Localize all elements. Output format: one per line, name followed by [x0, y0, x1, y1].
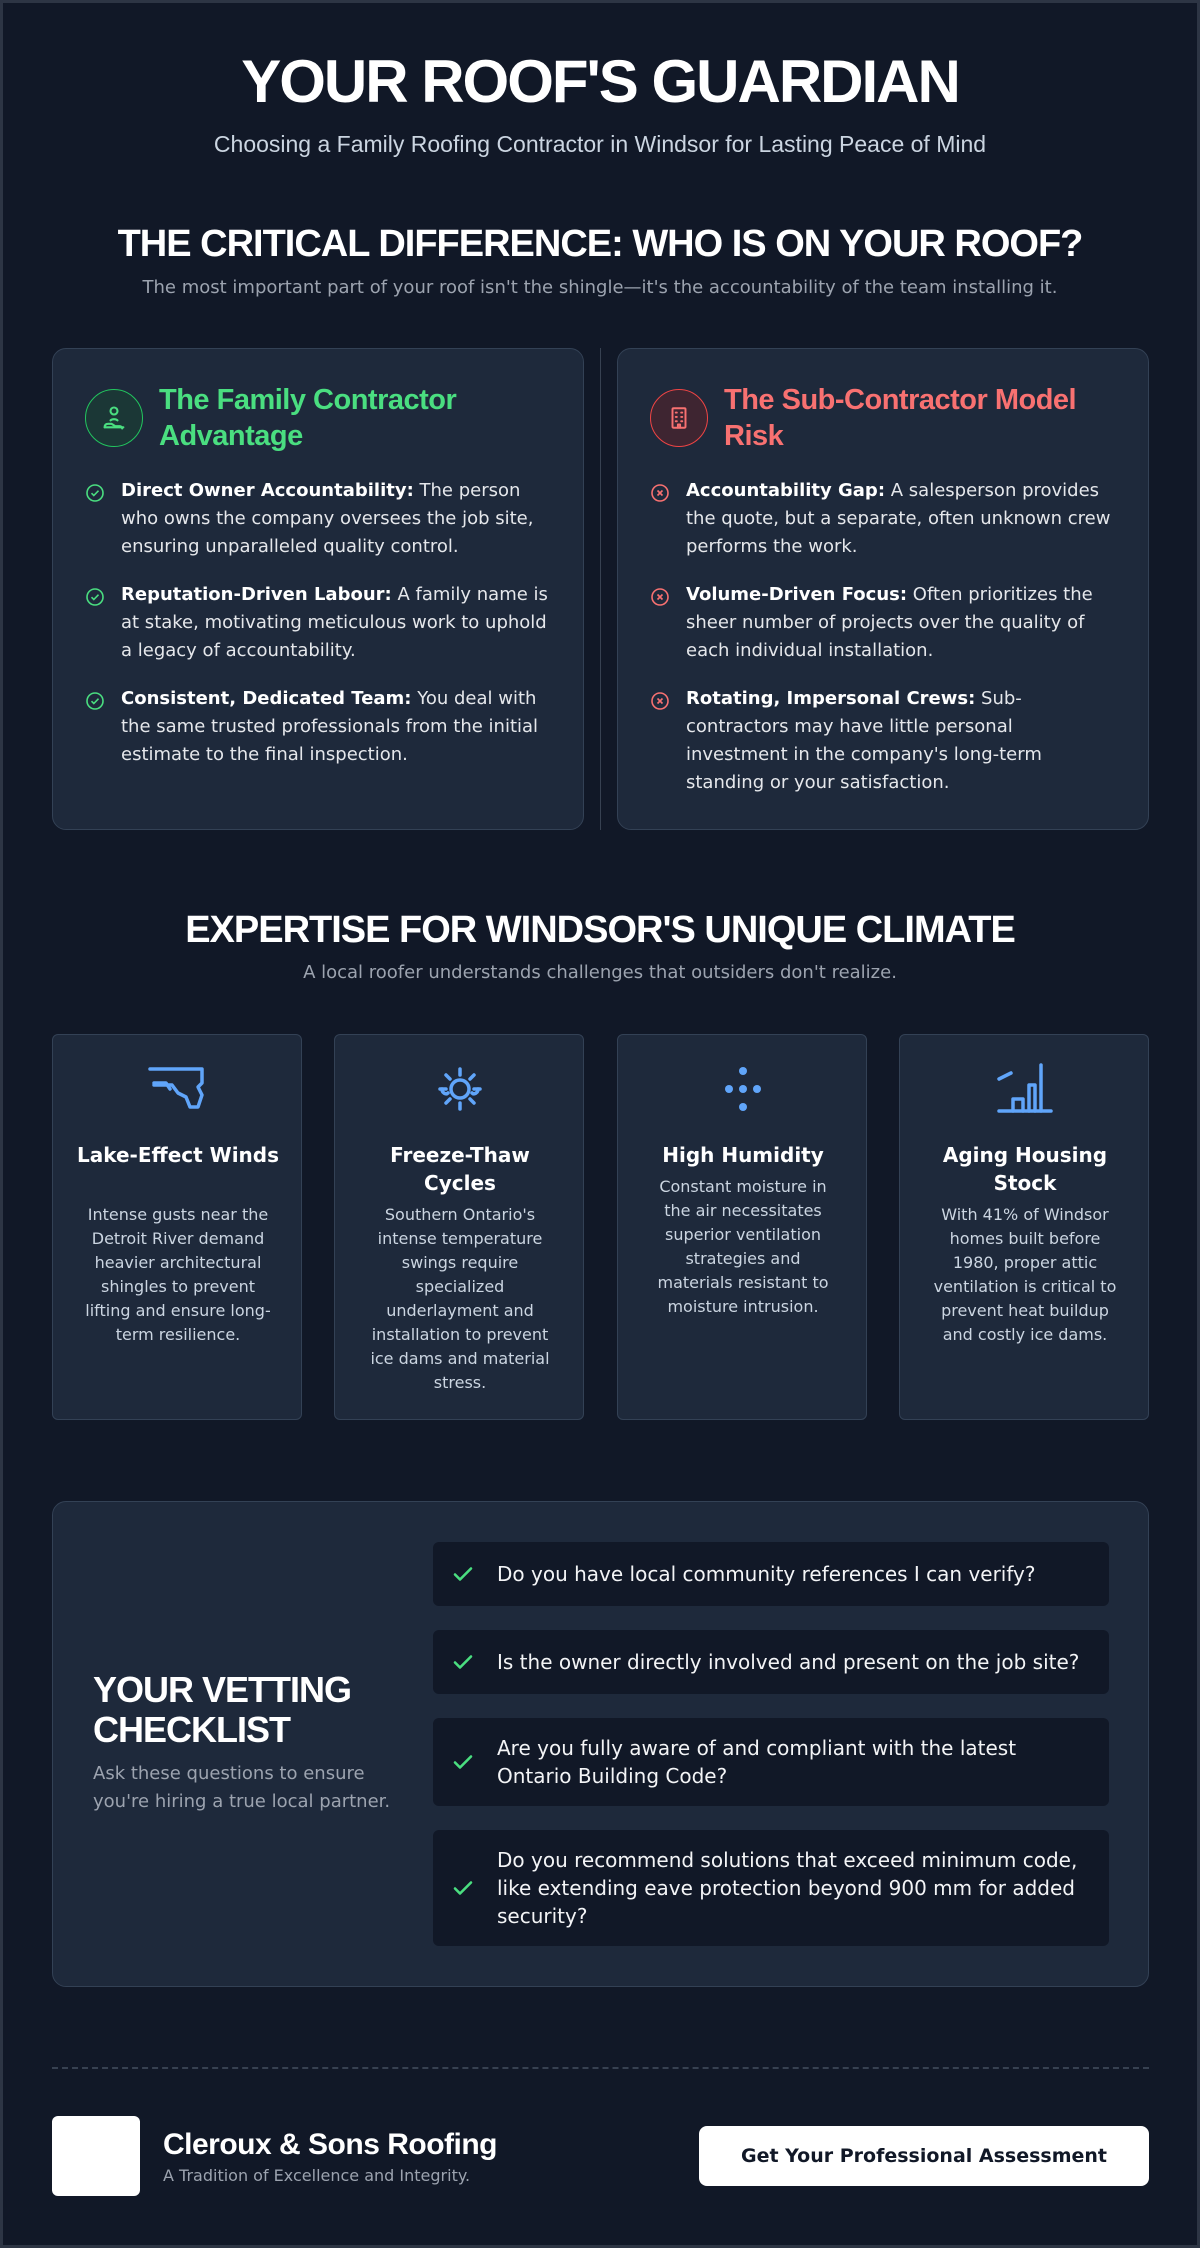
- checkmark-icon: [451, 1562, 475, 1586]
- climate-card-title: Freeze-Thaw Cycles: [390, 1143, 530, 1195]
- brand-name: Cleroux & Sons Roofing: [163, 2128, 497, 2161]
- list-item: [85, 581, 555, 665]
- checklist-item-text: Do you have local community references I can verify?: [497, 1562, 1036, 1586]
- item-label: Reputation-Driven Labour:: [121, 584, 392, 605]
- house-chart-icon: [900, 1063, 1150, 1115]
- column-divider: [600, 348, 601, 830]
- item-label: Rotating, Impersonal Crews:: [686, 688, 976, 709]
- climate-section-title: EXPERTISE FOR WINDSOR'S UNIQUE CLIMATE: [185, 909, 1015, 951]
- item-text: The person who owns the company oversees the job site, ensuring unparalleled quality control.: [121, 480, 534, 557]
- list-item: [650, 685, 1120, 797]
- climate-card-body: Southern Ontario's intense temperature swings require specialized underlayment and installation to prevent ice dams and material stress.: [370, 1205, 550, 1392]
- climate-card-humidity: [617, 1034, 867, 1420]
- list-item: [85, 477, 555, 561]
- family-contractor-title: The Family Contractor Advantage: [159, 384, 457, 452]
- page-subtitle: Choosing a Family Roofing Contractor in Windsor for Lasting Peace of Mind: [213, 131, 987, 157]
- climate-section-subtitle: A local roofer understands challenges that outsiders don't realize.: [303, 962, 897, 983]
- company-logo: [52, 2116, 140, 2196]
- get-assessment-button[interactable]: Get Your Professional Assessment: [699, 2126, 1149, 2186]
- user-hand-icon: [85, 389, 143, 447]
- page-frame: [3, 3, 1197, 2245]
- difference-section-subtitle: The most important part of your roof isn't the shingle—it's the accountability of the team installing it.: [142, 277, 1058, 298]
- family-contractor-card: [52, 348, 584, 830]
- page-title: YOUR ROOF'S GUARDIAN: [241, 48, 959, 115]
- footer-divider: [52, 2067, 1149, 2069]
- x-circle-icon: [650, 587, 670, 607]
- item-label: Consistent, Dedicated Team:: [121, 688, 412, 709]
- sub-risk-list: [650, 477, 1120, 817]
- checklist-item: [433, 1718, 1109, 1806]
- checklist-item: [433, 1830, 1109, 1946]
- item-label: Direct Owner Accountability:: [121, 480, 414, 501]
- checklist-subtitle: Ask these questions to ensure you're hiring a true local partner.: [93, 1763, 391, 1812]
- checklist-item: [433, 1630, 1109, 1694]
- building-icon: [650, 389, 708, 447]
- x-circle-icon: [650, 483, 670, 503]
- checkmark-icon: [451, 1750, 475, 1774]
- item-text: You deal with the same trusted professionals from the initial estimate to the final inspection.: [121, 688, 539, 765]
- list-item: [650, 477, 1120, 561]
- climate-card-title: High Humidity: [662, 1143, 824, 1167]
- checklist-item-text: Do you recommend solutions that exceed minimum code, like extending eave protection beyond 900 mm for added security?: [497, 1848, 1078, 1928]
- checkmark-icon: [451, 1876, 475, 1900]
- x-circle-icon: [650, 691, 670, 711]
- family-advantage-list: [85, 477, 555, 789]
- checkmark-icon: [451, 1650, 475, 1674]
- sun-snow-icon: [335, 1063, 585, 1115]
- sub-contractor-card: [617, 348, 1149, 830]
- item-text: A family name is at stake, motivating meticulous work to uphold a legacy of accountability.: [121, 584, 548, 661]
- climate-card-body: With 41% of Windsor homes built before 1980, proper attic ventilation is critical to prevent heat buildup and costly ice dams.: [933, 1205, 1117, 1344]
- difference-section-title: THE CRITICAL DIFFERENCE: WHO IS ON YOUR ROOF?: [117, 223, 1083, 265]
- checklist-title: YOUR VETTING CHECKLIST: [93, 1669, 352, 1750]
- climate-card-winds: [52, 1034, 302, 1420]
- vetting-checklist: [52, 1501, 1149, 1987]
- checklist-item-text: Are you fully aware of and compliant with the latest Ontario Building Code?: [497, 1736, 1017, 1788]
- checklist-item-text: Is the owner directly involved and present on the job site?: [497, 1650, 1080, 1674]
- list-item: [650, 581, 1120, 665]
- wind-map-icon: [53, 1063, 303, 1115]
- climate-card-body: Intense gusts near the Detroit River demand heavier architectural shingles to prevent lifting and ensure long-term resilience.: [85, 1205, 271, 1344]
- item-text: A salesperson provides the quote, but a separate, often unknown crew performs the work.: [686, 480, 1111, 557]
- climate-card-freeze-thaw: [334, 1034, 584, 1420]
- check-circle-icon: [85, 691, 105, 711]
- climate-card-title: Aging Housing Stock: [942, 1143, 1108, 1195]
- list-item: [85, 685, 555, 769]
- moisture-dots-icon: [618, 1063, 868, 1115]
- checklist-item: [433, 1542, 1109, 1606]
- sub-contractor-title: The Sub-Contractor Model Risk: [724, 384, 1077, 452]
- climate-card-body: Constant moisture in the air necessitates superior ventilation strategies and materials resistant to moisture intrusion.: [657, 1177, 829, 1316]
- item-text: Often prioritizes the sheer number of projects over the quality of each individual installation.: [686, 584, 1093, 661]
- climate-card-title: Lake-Effect Winds: [76, 1143, 280, 1167]
- brand-tagline: A Tradition of Excellence and Integrity.: [163, 2166, 471, 2185]
- climate-card-housing: [899, 1034, 1149, 1420]
- check-circle-icon: [85, 483, 105, 503]
- check-circle-icon: [85, 587, 105, 607]
- item-label: Accountability Gap:: [686, 480, 886, 501]
- item-text: Sub-contractors may have little personal investment in the company's long-term standing or your satisfaction.: [686, 688, 1042, 793]
- item-label: Volume-Driven Focus:: [686, 584, 908, 605]
